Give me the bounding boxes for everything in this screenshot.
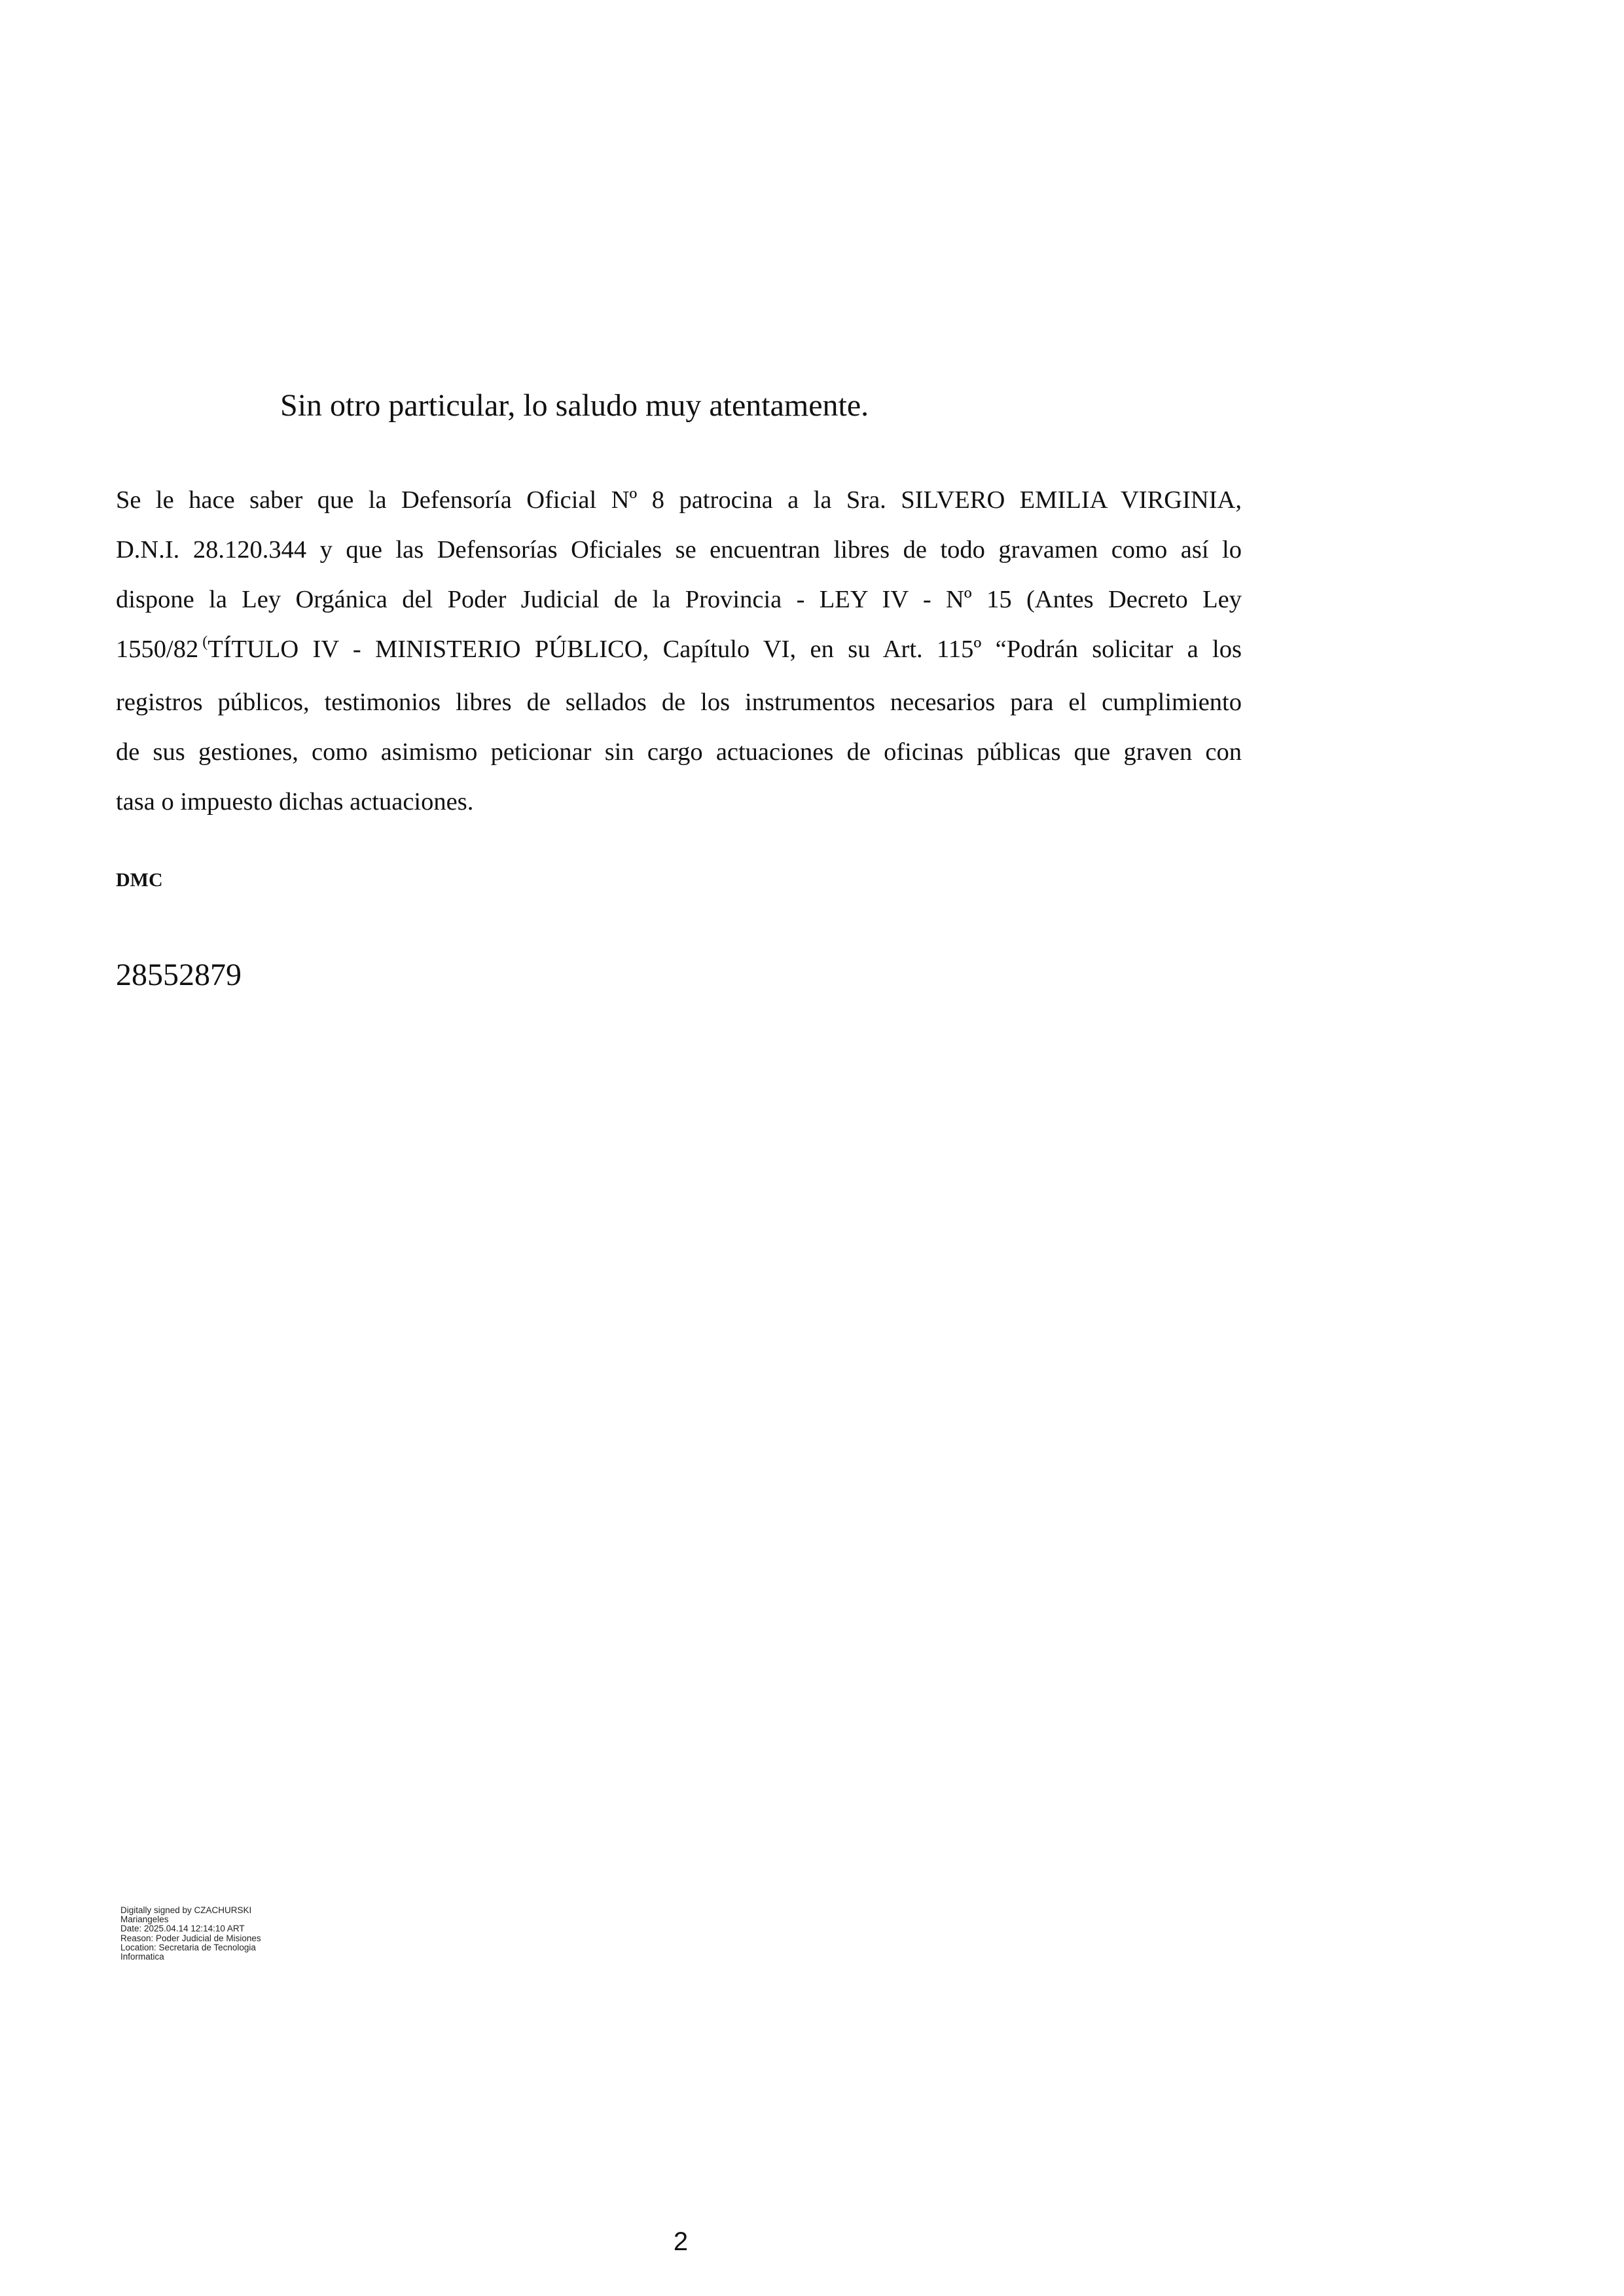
page-number: 2 <box>673 2227 689 2256</box>
paragraph-line: de sus gestiones, como asimismo peticionar sin cargo actuaciones de oficinas públicas que graven con <box>116 738 1242 766</box>
signature-line: Digitally signed by CZACHURSKI <box>120 1905 252 1915</box>
paragraph-line: registros públicos, testimonios libres de sellados de los instrumentos necesarios para el cumplimiento <box>116 689 1242 716</box>
paragraph-fragment: TÍTULO IV - MINISTERIO PÚBLICO, Capítulo VI, en su Art. 115º “Podrán solicitar a los <box>208 636 1242 663</box>
digital-signature-block <box>120 1906 261 1962</box>
paragraph-line: tasa o impuesto dichas actuaciones. <box>116 788 474 816</box>
author-initials: DMC <box>116 869 163 891</box>
closing-salutation: Sin otro particular, lo saludo muy atentamente. <box>280 388 869 423</box>
paragraph-line: D.N.I. 28.120.344 y que las Defensorías Oficiales se encuentran libres de todo gravamen como así lo <box>116 536 1242 564</box>
signature-line: Informatica <box>120 1952 164 1962</box>
legal-notice-paragraph <box>116 475 1242 827</box>
paragraph-line: Se le hace saber que la Defensoría Oficial Nº 8 patrocina a la Sra. SILVERO EMILIA VIRGINIA, <box>116 486 1242 514</box>
superscript-parenthesis: ( <box>202 634 208 651</box>
signature-line: Reason: Poder Judicial de Misiones <box>120 1933 261 1943</box>
paragraph-line-4 <box>116 624 1242 677</box>
document-number: 28552879 <box>116 958 242 992</box>
paragraph-fragment: 1550/82 <box>116 636 199 663</box>
signature-line: Date: 2025.04.14 12:14:10 ART <box>120 1924 245 1934</box>
paragraph-line: dispone la Ley Orgánica del Poder Judicial de la Provincia - LEY IV - Nº 15 (Antes Decreto Ley <box>116 586 1242 613</box>
signature-line: Mariangeles <box>120 1914 169 1925</box>
signature-line: Location: Secretaria de Tecnologia <box>120 1942 256 1952</box>
